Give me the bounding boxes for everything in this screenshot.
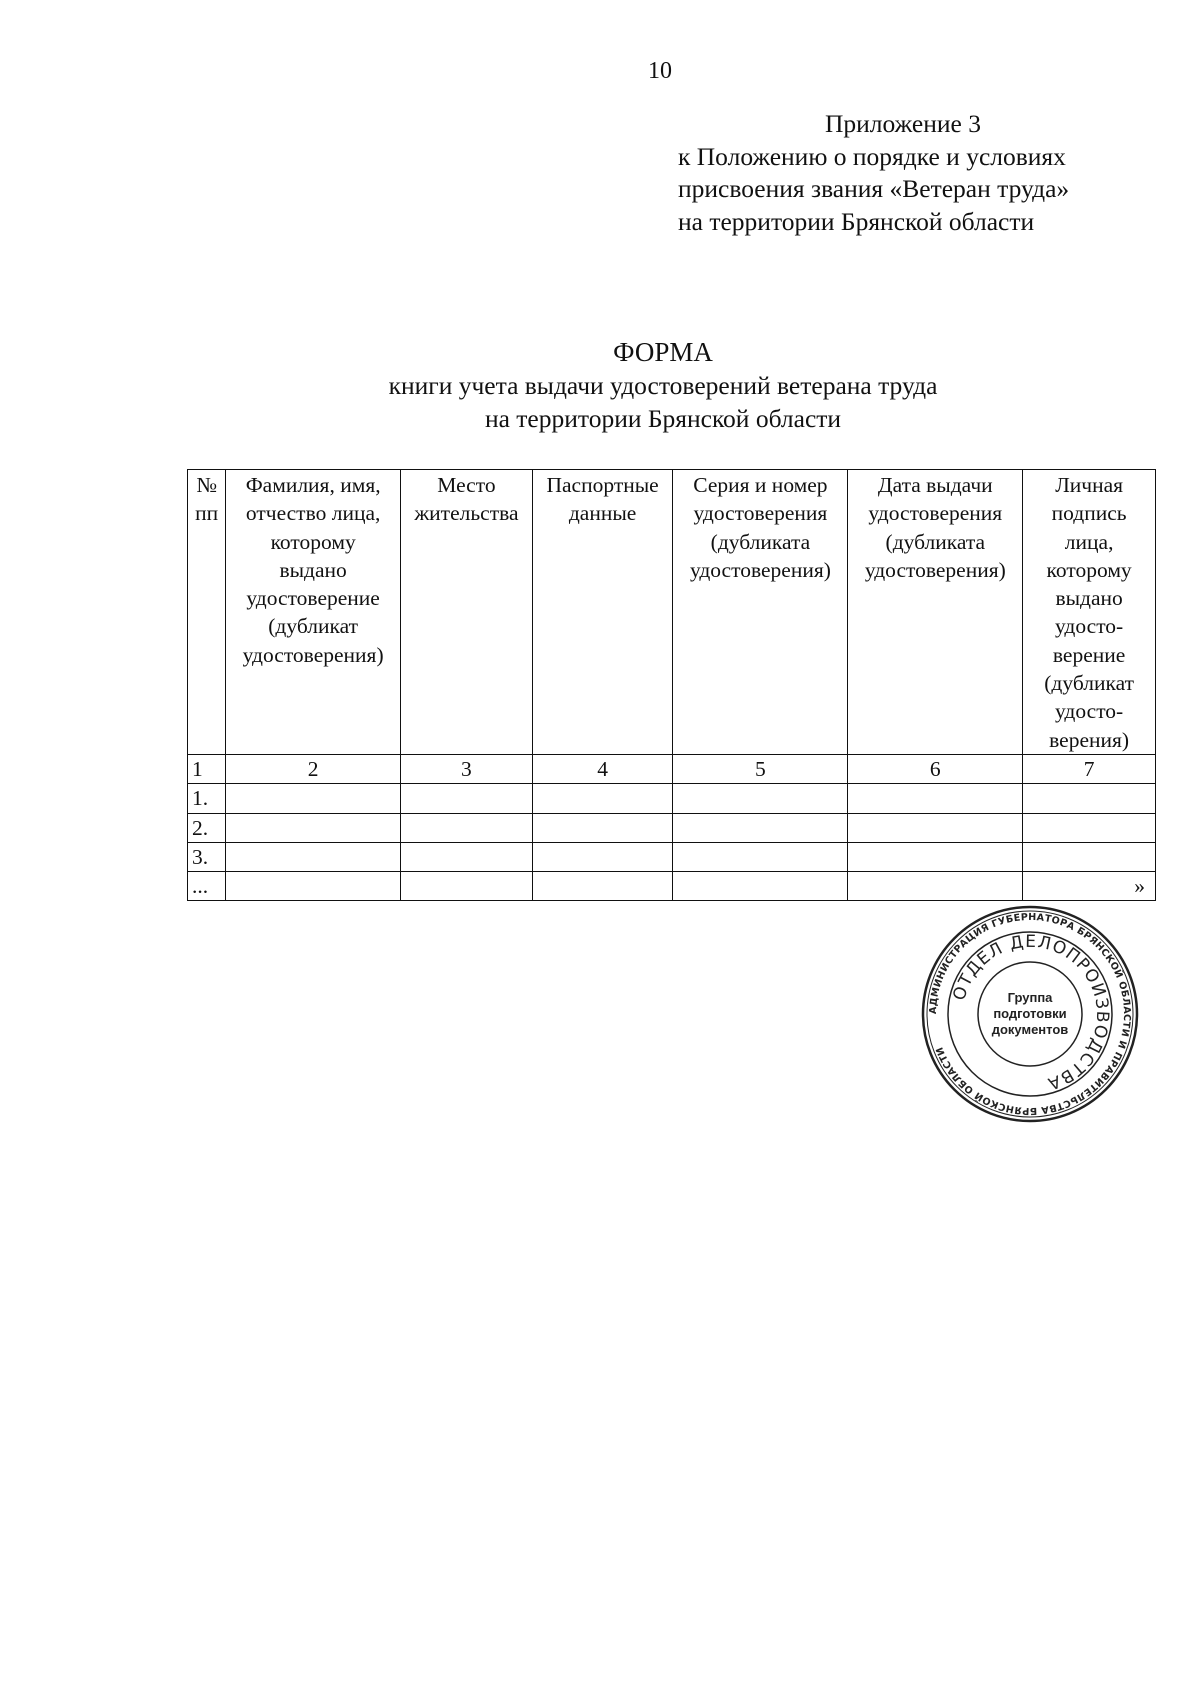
table-row bbox=[188, 784, 1156, 813]
header-line: (дубликат bbox=[1044, 671, 1134, 696]
header-line: верение bbox=[1052, 642, 1126, 667]
header-line: подпись bbox=[1051, 501, 1127, 526]
table-cell bbox=[1023, 813, 1156, 842]
stamp-middle-text: ОТДЕЛ ДЕЛОПРОИЗВОДСТВА bbox=[949, 931, 1113, 1094]
header-line: Фамилия, имя, bbox=[245, 473, 381, 497]
header-row bbox=[188, 470, 1156, 755]
header-line: данные bbox=[568, 501, 637, 526]
header-line: Паспортные bbox=[546, 473, 659, 497]
stamp-center-line: Группа bbox=[1007, 990, 1053, 1005]
header-line: Серия и номер bbox=[693, 473, 828, 497]
appendix-block bbox=[678, 108, 1198, 238]
table-cell bbox=[673, 784, 848, 813]
header-line: пп bbox=[195, 501, 219, 526]
book-table bbox=[187, 469, 1156, 901]
table-cell bbox=[532, 872, 673, 901]
header-line: отчество лица, bbox=[245, 501, 381, 526]
page-number: 10 bbox=[648, 58, 672, 84]
table-cell bbox=[226, 842, 401, 871]
table-row bbox=[188, 842, 1156, 871]
header-line: (дубликата bbox=[885, 529, 986, 554]
header-line: Дата выдачи bbox=[877, 473, 993, 497]
column-number: 7 bbox=[1023, 754, 1156, 783]
header-residence bbox=[401, 470, 533, 755]
header-line: (дубликата bbox=[710, 529, 811, 554]
header-line: удостоверения) bbox=[242, 642, 384, 667]
table-cell bbox=[673, 813, 848, 842]
column-number: 6 bbox=[848, 754, 1023, 783]
table-cell bbox=[532, 842, 673, 871]
header-line: верения) bbox=[1049, 727, 1130, 752]
table-cell bbox=[848, 842, 1023, 871]
table-cell: ... bbox=[188, 872, 226, 901]
table-cell bbox=[673, 872, 848, 901]
table-row bbox=[188, 872, 1156, 901]
column-number: 2 bbox=[226, 754, 401, 783]
header-line: которому bbox=[270, 529, 356, 554]
table-cell bbox=[226, 813, 401, 842]
form-title: ФОРМА bbox=[613, 337, 713, 367]
header-line: № bbox=[196, 473, 217, 497]
column-number: 4 bbox=[532, 754, 673, 783]
table-cell bbox=[848, 872, 1023, 901]
header-line: удостоверения bbox=[868, 501, 1003, 526]
form-subtitle-line: на территории Брянской области bbox=[484, 404, 842, 433]
header-signature bbox=[1023, 470, 1156, 755]
table-cell bbox=[226, 784, 401, 813]
header-line: Место bbox=[437, 473, 496, 497]
appendix-line: на территории Брянской области bbox=[678, 206, 1035, 236]
header-line: (дубликат bbox=[268, 614, 358, 639]
appendix-line: к Положению о порядке и условиях bbox=[678, 141, 1066, 171]
stamp-center-line: документов bbox=[991, 1022, 1069, 1037]
appendix-line: присвоения звания «Ветеран труда» bbox=[678, 174, 1070, 203]
table-cell bbox=[532, 784, 673, 813]
table-cell bbox=[532, 813, 673, 842]
table-cell bbox=[848, 784, 1023, 813]
column-number: 5 bbox=[673, 754, 848, 783]
form-heading bbox=[333, 336, 993, 435]
header-line: удостоверения) bbox=[864, 557, 1006, 582]
header-line: которому bbox=[1046, 557, 1132, 582]
table-cell bbox=[848, 813, 1023, 842]
table-cell: » bbox=[1023, 872, 1156, 901]
header-issue-date bbox=[848, 470, 1023, 755]
column-number: 1 bbox=[188, 754, 226, 783]
table-cell: 1. bbox=[188, 784, 226, 813]
stamp-center-line: подготовки bbox=[993, 1006, 1067, 1021]
header-line: удостоверения bbox=[693, 501, 828, 526]
header-line: удосто- bbox=[1055, 614, 1124, 639]
table-cell: 3. bbox=[188, 842, 226, 871]
header-full-name bbox=[226, 470, 401, 755]
header-series-number bbox=[673, 470, 848, 755]
table-cell bbox=[401, 842, 533, 871]
table-cell bbox=[1023, 784, 1156, 813]
table-row bbox=[188, 813, 1156, 842]
table-cell bbox=[401, 813, 533, 842]
office-stamp bbox=[920, 904, 1140, 1124]
table-cell: 2. bbox=[188, 813, 226, 842]
header-line: выдано bbox=[1055, 586, 1123, 611]
appendix-title: Приложение 3 bbox=[825, 109, 981, 138]
header-line: удостоверение bbox=[246, 586, 380, 611]
table-cell bbox=[401, 872, 533, 901]
form-subtitle-line: книги учета выдачи удостоверений ветерана труда bbox=[388, 371, 938, 400]
header-line: лица, bbox=[1064, 529, 1114, 554]
header-passport bbox=[532, 470, 673, 755]
header-line: удосто- bbox=[1055, 699, 1124, 724]
header-number bbox=[188, 470, 226, 755]
header-line: выдано bbox=[279, 557, 347, 582]
column-number: 3 bbox=[401, 754, 533, 783]
header-line: удостоверения) bbox=[689, 557, 831, 582]
table-cell bbox=[401, 784, 533, 813]
stamp-outer-text: АДМИНИСТРАЦИЯ ГУБЕРНАТОРА БРЯНСКОЙ ОБЛАСТИ И ПРАВИТЕЛЬСТВА БРЯНСКОЙ ОБЛАСТИ bbox=[927, 911, 1133, 1117]
table-cell bbox=[1023, 842, 1156, 871]
table-cell bbox=[226, 872, 401, 901]
column-number-row bbox=[188, 754, 1156, 783]
header-line: жительства bbox=[414, 501, 519, 526]
header-line: Личная bbox=[1055, 473, 1124, 497]
table-cell bbox=[673, 842, 848, 871]
